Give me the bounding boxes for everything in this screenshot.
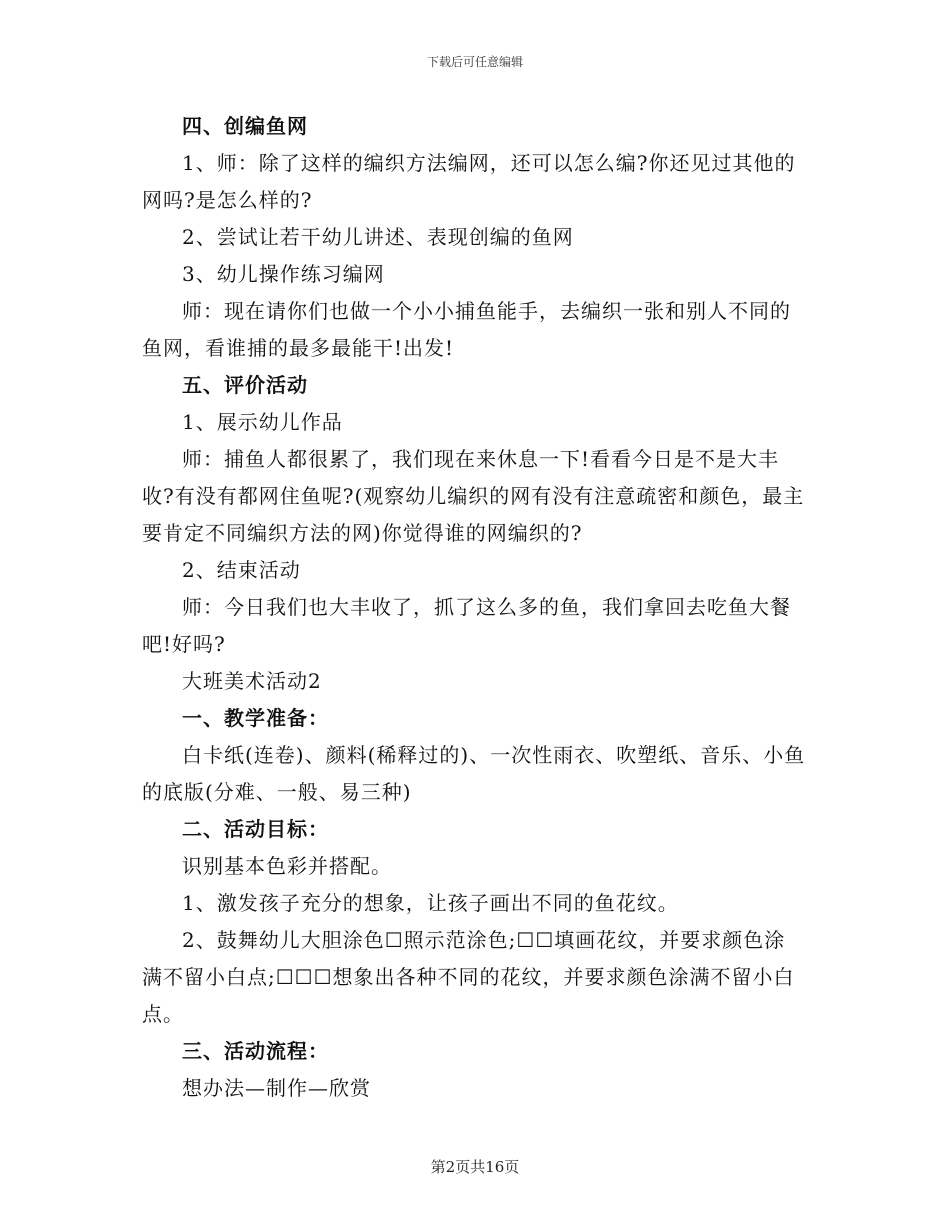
heading-1: 一、教学准备： <box>182 706 329 730</box>
heading-2: 二、活动目标： <box>182 817 329 841</box>
paragraph: 识别基本色彩并搭配。 <box>182 854 392 878</box>
paragraph: 师：现在请你们也做一个小小捕鱼能手，去编织一张和别人不同的鱼网，看谁捕的最多最能干!出发! <box>142 299 791 360</box>
paragraph: 想办法—制作—欣赏 <box>182 1076 371 1100</box>
paragraph: 师：捕鱼人都很累了，我们现在来休息一下!看看今日是不是大丰收?有没有都网住鱼呢?(观察幼儿编织的网有没有注意疏密和颜色，最主要肯定不同编织方法的网)你觉得谁的网编织的? <box>142 447 805 545</box>
paragraph: 2、结束活动 <box>182 558 301 582</box>
paragraph: 1、展示幼儿作品 <box>182 410 343 434</box>
paragraph: 1、师：除了这样的编织方法编网，还可以怎么编?你还见过其他的网吗?是怎么样的? <box>142 151 796 212</box>
page-footer: 第2页共16页 <box>430 1158 520 1176</box>
paragraph: 师：今日我们也大丰收了，抓了这么多的鱼，我们拿回去吃鱼大餐吧!好吗? <box>142 595 791 656</box>
paragraph: 2、鼓舞幼儿大胆涂色☐照示范涂色;☐☐填画花纹，并要求颜色涂满不留小白点;☐☐☐想象出各种不同的花纹，并要求颜色涂满不留小白点。 <box>142 928 795 1026</box>
page-header: 下载后可任意编辑 <box>426 55 523 69</box>
section-title: 大班美术活动2 <box>182 669 322 693</box>
document-body <box>142 108 806 1107</box>
paragraph: 1、激发孩子充分的想象，让孩子画出不同的鱼花纹。 <box>182 891 679 915</box>
heading-4: 四、创编鱼网 <box>182 114 308 138</box>
paragraph: 3、幼儿操作练习编网 <box>182 262 385 286</box>
heading-3: 三、活动流程： <box>182 1039 329 1063</box>
paragraph: 2、尝试让若干幼儿讲述、表现创编的鱼网 <box>182 225 574 249</box>
heading-5: 五、评价活动 <box>182 373 308 397</box>
paragraph: 白卡纸(连卷)、颜料(稀释过的)、一次性雨衣、吹塑纸、音乐、小鱼的底版(分难、一般、易三种) <box>142 743 806 804</box>
